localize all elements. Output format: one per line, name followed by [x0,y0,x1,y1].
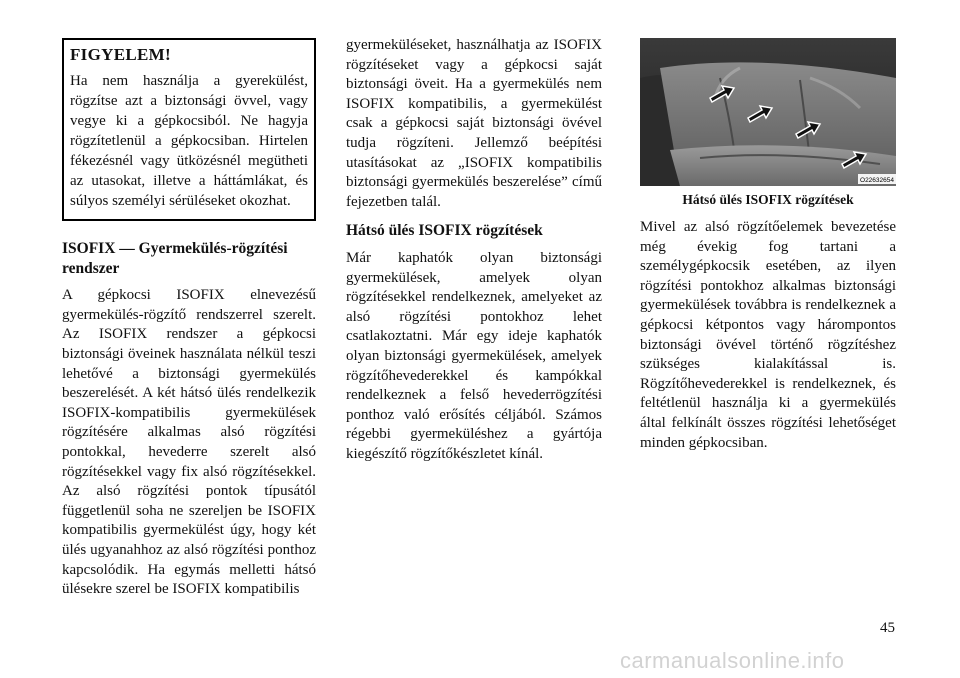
figure-caption: Hátsó ülés ISOFIX rögzítések [682,192,854,207]
warning-box [62,38,316,221]
section-paragraph-rear-seat: Már kaphatók olyan biztonsági gyermekülések, amelyek olyan rögzítésekkel rendelkeznek, amelyeket az alsó rögzítési pontokhoz lehet csatlakoztatni. Már egy ideje kaphatók olyan biztonsági gyermekülések, amelyek rögzítőhevederekkel és kampókkal rendelkeznek a felső hevederrögzítési ponthoz való erősítés céljából. Számos régebbi gyermeküléshez a gyártója kiegészítő rögzítőkészletet kínál. [346,249,602,462]
column-left [62,36,316,600]
section-heading-isofix: ISOFIX — Gyermekülés-rögzítési rendszer [62,240,288,277]
rear-seat-photo [640,38,896,186]
section-paragraph-isofix: A gépkocsi ISOFIX elnevezésű gyermekülés-rögzítő rendszerrel szerelt. Az ISOFIX rendszer a gépkocsi biztonsági öveinek használata nélkül teszi lehetővé a biztonsági gyermekülés beszerelését. A két hátsó ülés rendelkezik ISOFIX-kompatibilis gyermekülések rögzítésére alkalmas alsó rögzítési pontokkal, hevederre szerelt alsó rögzítésekkel vagy fix alsó rögzítésekkel. Az alsó rögzítési pontok típusától függetlenül soha ne szereljen be ISOFIX kompatibilis gyermekülést úgy, hogy két ülés ugyanahhoz az alsó rögzítési ponthoz kapcsolódik. Ha egymás melletti hátsó ülésekre szerel be ISOFIX kompatibilis [62,287,316,598]
continued-paragraph: gyermeküléseket, használhatja az ISOFIX rögzítéseket vagy a gépkocsi saját biztonsági öveit. Ha a gyermekülés nem ISOFIX kompatibilis, a gyermekülést csak a gépkocsi saját biztonsági övével tudja rögzíteni. Jellemző beépítési utasításokat az „ISOFIX kompatibilis biztonsági gyermekülés beszerelése” című fejezetben talál. [346,37,602,210]
section-heading-rear-seat: Hátsó ülés ISOFIX rögzítések [346,222,543,240]
figure-code: O22632654 [860,177,894,184]
warning-title: FIGYELEM! [70,45,171,64]
right-column-paragraph: Mivel az alsó rögzítőelemek bevezetése még évekig fog tartani a személygépkocsik esetében, az ilyen rögzítési pontokhoz alkalmas biztonsági gyermekülések továbbra is rendelkeznek a gépkocsi kétpontos vagy hárompontos biztonsági övével történő rögzítéshez szükséges kialakítással is. Rögzítőhevederekkel is rendelkeznek, és feltétlenül használja ki a gyermekülés által felkínált összes rögzítési lehetőséget minden gépkocsiban. [640,219,896,451]
column-right [640,36,896,453]
page-number: 45 [880,620,895,636]
column-middle [346,36,602,464]
watermark-text: carmanualsonline.info [620,648,845,673]
warning-text: Ha nem használja a gyerekülést, rögzítse azt a biztonsági övvel, vagy vegye ki a gépkocsiból. Ne hagyja rögzítetlenül a gépkocsiban. Hirtelen fékezésnél vagy ütközésnél megütheti az utasokat, illetve a háttámlákat, és súlyos személyi sérüléseket okozhat. [70,73,308,209]
